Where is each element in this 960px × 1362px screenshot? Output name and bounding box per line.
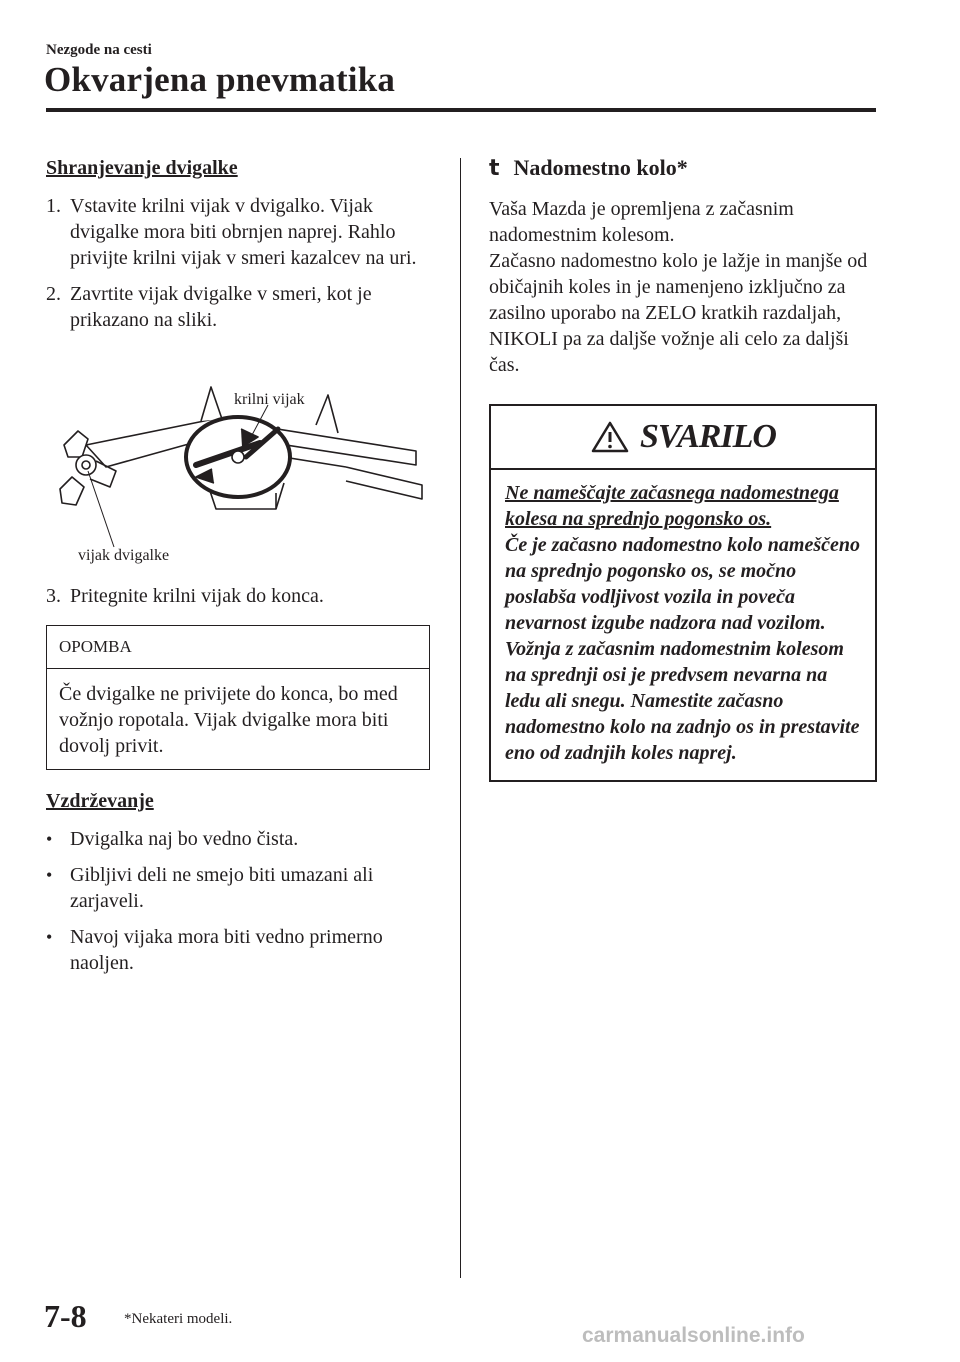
bullet-icon: • [46, 829, 53, 849]
step-text: Vstavite krilni vijak v dvigalko. Vijak dvigalke mora biti obrnjen naprej. Rahlo privijte krilni vijak v smeri kazalcev na uri. [70, 195, 417, 269]
step-3 [46, 583, 430, 609]
spare-wheel-heading-text: Nadomestno kolo* [513, 155, 688, 180]
wing-bolt-label: krilni vijak [234, 391, 305, 408]
warning-lead: Ne nameščajte začasnega nadomestnega kolesa na sprednjo pogonsko os. [505, 482, 839, 530]
storage-heading: Shranjevanje dvigalke [46, 157, 238, 179]
step-1 [46, 193, 430, 271]
title-rule [46, 108, 876, 112]
list-item-text: Navoj vijaka mora biti vedno primerno naoljen. [70, 926, 383, 974]
note-title: OPOMBA [47, 626, 429, 669]
list-item-text: Gibljivi deli ne smejo biti umazani ali zarjaveli. [70, 864, 374, 912]
jack-screw-label: vijak dvigalke [78, 547, 170, 564]
page-title: Okvarjena pnevmatika [44, 60, 396, 99]
footnote: *Nekateri modeli. [124, 1311, 233, 1327]
step-number: 2. [46, 283, 61, 305]
step-number: 1. [46, 195, 61, 217]
warning-title: SVARILO [640, 418, 776, 455]
warning-text: Če je začasno nadomestno kolo nameščeno na sprednjo pogonsko os, se močno poslabša vodljivost vozila in poveča nevarnost izgube nadzora nad vozilom. Vožnja z začasnim nadomestnim kolesom na sprednji osi je predvsem nevarna na ledu ali snegu. Namestite začasno nadomestno kolo na zadnjo os in prestavite eno od zadnjih koles naprej. [505, 534, 861, 764]
list-item [46, 826, 430, 852]
left-column [46, 155, 430, 986]
section-label: Nezgode na cesti [46, 42, 152, 58]
watermark: carmanualsonline.info [582, 1324, 805, 1347]
step-2 [46, 281, 430, 333]
warning-body [491, 470, 875, 780]
jack-illustration [46, 361, 430, 564]
note-box [46, 625, 430, 770]
list-item [46, 924, 430, 976]
list-item [46, 862, 430, 914]
step-text: Pritegnite krilni vijak do konca. [70, 585, 324, 607]
warning-triangle-icon [590, 420, 630, 454]
paragraph: Vaša Mazda je opremljena z začasnim nadomestnim kolesom. [489, 198, 794, 246]
spare-wheel-heading [489, 155, 877, 182]
warning-header [491, 406, 875, 470]
bullet-icon: • [46, 927, 53, 947]
bullet-icon: • [46, 865, 53, 885]
right-column [489, 155, 877, 782]
warning-box [489, 404, 877, 782]
column-divider [460, 158, 461, 1278]
step-number: 3. [46, 585, 61, 607]
list-item-text: Dvigalka naj bo vedno čista. [70, 828, 299, 850]
maintenance-heading: Vzdrževanje [46, 790, 154, 812]
section-marker: t [489, 156, 500, 181]
paragraph: Začasno nadomestno kolo je lažje in manjše od običajnih koles in je namenjeno izključno za zasilno uporabo na ZELO kratkih razdaljah, NIKOLI pa za daljše vožnje ali celo za daljši čas. [489, 250, 868, 376]
note-body: Če dvigalke ne privijete do konca, bo med vožnjo ropotala. Vijak dvigalke mora biti dovolj privit. [59, 683, 398, 757]
step-text: Zavrtite vijak dvigalke v smeri, kot je prikazano na sliki. [70, 283, 372, 331]
page-number: 7-8 [44, 1298, 87, 1334]
